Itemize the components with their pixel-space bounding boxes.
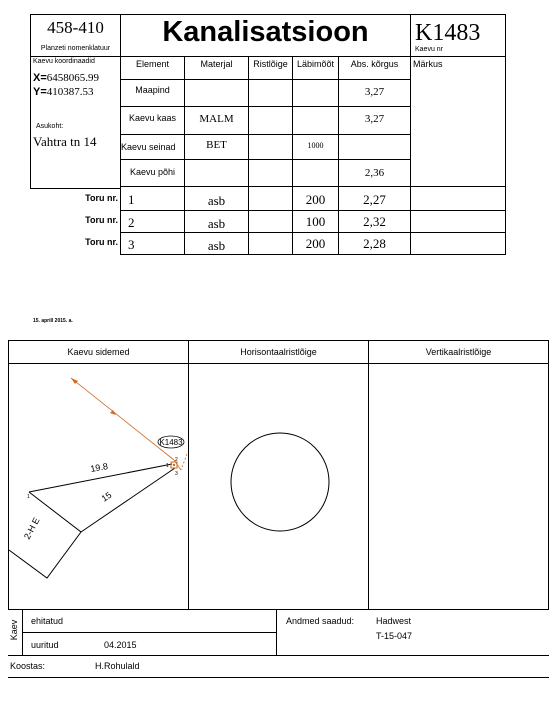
panel-title-links: Kaevu sidemed xyxy=(67,347,130,357)
row-walls-diameter: 1000 xyxy=(307,141,324,150)
row-label-walls: Kaevu seinad xyxy=(121,142,176,152)
x-coord xyxy=(33,72,99,84)
pipe-elevation-2: 2,32 xyxy=(363,214,386,229)
well-id: K1483 xyxy=(415,20,481,46)
pipe-number-1: 1 xyxy=(128,192,135,207)
pipe-material-1: asb xyxy=(207,193,226,208)
panel-title-vertical: Vertikaalristlõige xyxy=(425,347,492,357)
footer-author-value: H.Rohulald xyxy=(95,661,140,671)
pipe-line xyxy=(71,378,174,460)
footer-built-label: ehitatud xyxy=(31,616,64,626)
well-links-sketch xyxy=(9,364,188,609)
pipe-material-3: asb xyxy=(207,238,226,253)
sheet-number: 458-410 xyxy=(47,18,104,37)
address: Vahtra tn 14 xyxy=(33,134,97,149)
well-cross-section-circle xyxy=(231,433,329,531)
pipe-diameter-1: 200 xyxy=(305,192,326,207)
pipe-num-1: 1 xyxy=(166,463,169,469)
y-value: 410387.53 xyxy=(46,86,94,98)
row-ground-elevation: 3,27 xyxy=(364,86,385,98)
pipe-line-branch xyxy=(181,454,187,470)
corner-label: 1 xyxy=(27,494,30,500)
sheet-label: Planzeti nomenklatuur xyxy=(40,45,111,52)
coords-label: Kaevu koordinaadid xyxy=(33,58,95,65)
pipe-material-2: asb xyxy=(207,216,226,231)
building-label: 2-H E xyxy=(21,515,42,541)
col-header-diameter: Läbimõõt xyxy=(296,59,335,69)
pipe-label-2: Toru nr. xyxy=(85,215,118,225)
x-label: X= xyxy=(33,72,47,84)
flow-arrow-icon xyxy=(110,410,116,415)
row-lid-elevation: 3,27 xyxy=(364,113,385,125)
pipe-label-1: Toru nr. xyxy=(85,193,118,203)
footer-author-label: Koostas: xyxy=(10,661,46,671)
col-header-cross: Ristlõige xyxy=(253,59,288,69)
well-center-icon xyxy=(173,464,175,466)
distance-label-2: 15 xyxy=(99,489,114,504)
col-header-element: Element xyxy=(135,59,170,69)
panel-title-horizontal: Horisontaalristlõige xyxy=(240,347,317,357)
pipe-number-3: 3 xyxy=(128,237,135,252)
pipe-diameter-3: 200 xyxy=(305,236,326,251)
col-header-material: Materjal xyxy=(200,59,233,69)
horizontal-section-sketch xyxy=(189,364,368,609)
well-label: K1483 xyxy=(159,438,183,447)
row-lid-material: MALM xyxy=(199,113,234,125)
row-label-bottom: Kaevu põhi xyxy=(129,167,176,177)
col-header-elevation: Abs. kõrgus xyxy=(350,59,399,69)
footer-side-label: Kaev xyxy=(9,619,19,641)
row-label-ground: Maapind xyxy=(135,85,170,95)
footer-surveyed-label: uuritud xyxy=(31,640,59,650)
building-outline xyxy=(9,492,81,578)
row-walls-material: BET xyxy=(206,139,227,151)
pipe-number-2: 2 xyxy=(128,215,135,230)
distance-label-1: 19.8 xyxy=(89,461,109,474)
y-coord xyxy=(33,86,94,98)
pipe-elevation-3: 2,28 xyxy=(363,236,386,251)
pipe-diameter-2: 100 xyxy=(305,214,326,229)
pipe-label-3: Toru nr. xyxy=(85,237,118,247)
footer-data-value-1: Hadwest xyxy=(376,616,412,626)
row-bottom-elevation: 2,36 xyxy=(364,167,385,179)
footer-data-label: Andmed saadud: xyxy=(286,616,355,626)
footer-data-value-2: T-15-047 xyxy=(376,631,413,641)
row-label-lid: Kaevu kaas xyxy=(128,113,177,123)
address-label: Asukoht: xyxy=(36,123,64,130)
y-label: Y= xyxy=(33,86,47,98)
pipe-num-3: 3 xyxy=(175,471,178,477)
well-id-label: Kaevu nr xyxy=(415,46,444,53)
footer-surveyed-value: 04.2015 xyxy=(104,640,137,650)
pipe-elevation-1: 2,27 xyxy=(363,192,386,207)
x-value: 6458065.99 xyxy=(46,72,100,84)
page-title: Kanalisatsioon xyxy=(162,16,369,48)
col-header-notes: Märkus xyxy=(413,59,443,69)
pipe-num-2: 2 xyxy=(175,457,178,463)
distance-line-2 xyxy=(81,468,175,532)
document-date: 15. aprill 2015. a. xyxy=(33,318,73,324)
